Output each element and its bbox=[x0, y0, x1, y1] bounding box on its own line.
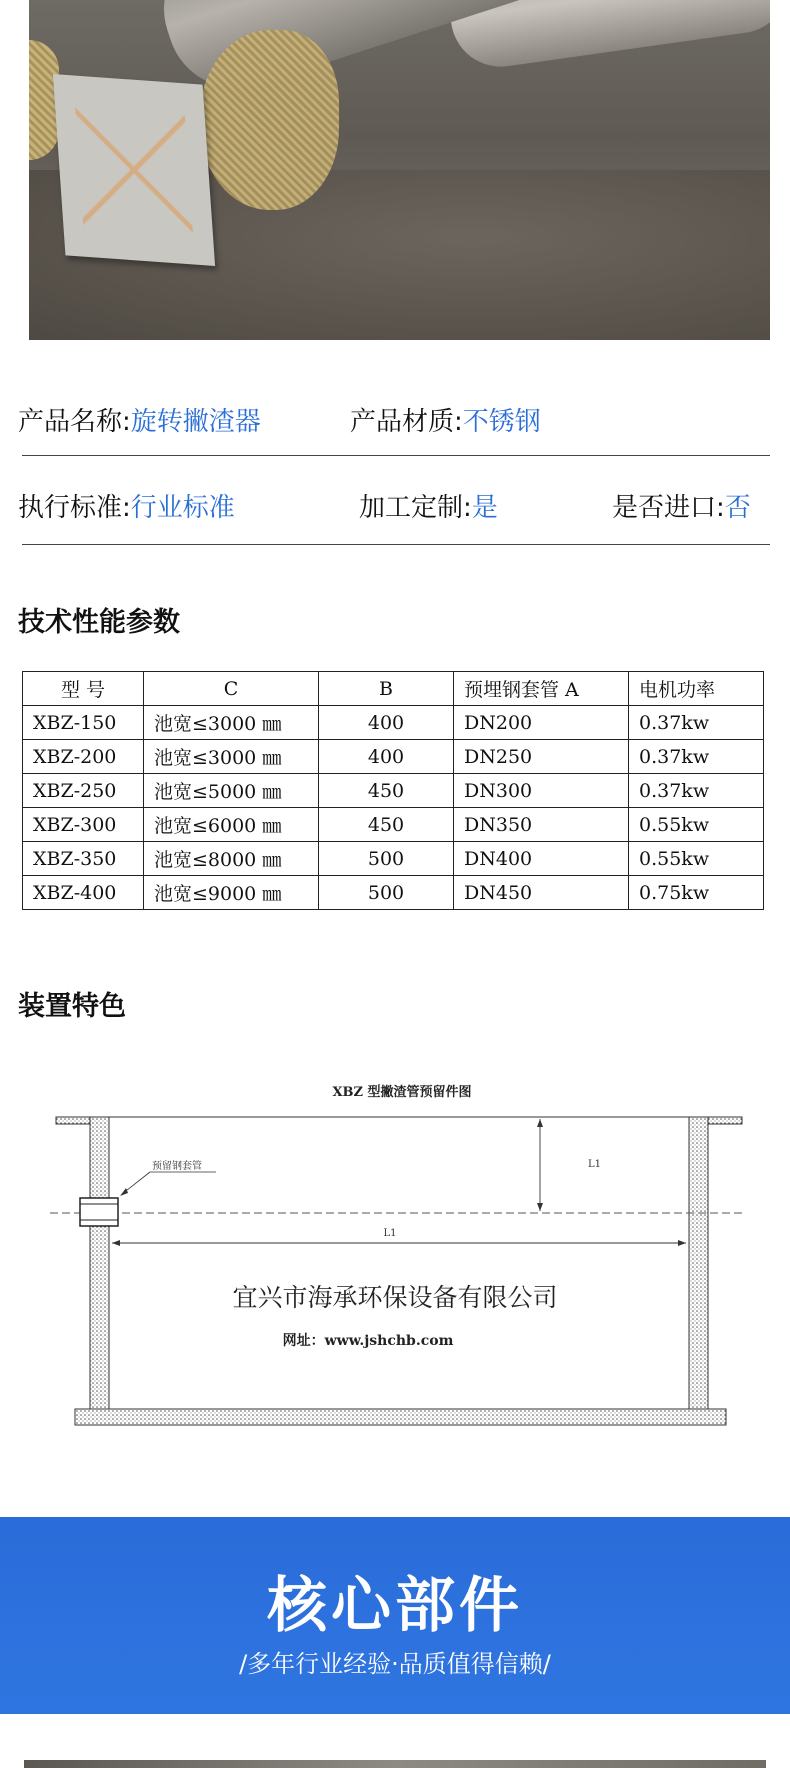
dim-arrow bbox=[537, 1203, 543, 1211]
custom-value: 是 bbox=[471, 493, 498, 523]
banner-subtitle: /多年行业经验·品质值得信赖/ bbox=[239, 1650, 551, 1678]
cell-b: 400 bbox=[319, 740, 454, 774]
cell-b: 500 bbox=[319, 876, 454, 910]
table-row bbox=[23, 808, 764, 842]
table-row bbox=[23, 876, 764, 910]
header-c: C bbox=[144, 672, 319, 706]
divider bbox=[22, 544, 770, 545]
table-row bbox=[23, 774, 764, 808]
execution-standard bbox=[18, 487, 235, 524]
cell-sleeve: DN400 bbox=[454, 842, 629, 876]
dim-arrow bbox=[112, 1240, 120, 1246]
cell-power: 0.37kw bbox=[629, 774, 764, 808]
table-row bbox=[23, 740, 764, 774]
cell-sleeve: DN200 bbox=[454, 706, 629, 740]
cell-sleeve: DN250 bbox=[454, 740, 629, 774]
left-wall bbox=[90, 1117, 109, 1409]
cell-model: XBZ-300 bbox=[23, 808, 144, 842]
horizontal-dim-label: L1 bbox=[383, 1228, 397, 1239]
table-row bbox=[23, 706, 764, 740]
cell-power: 0.55kw bbox=[629, 842, 764, 876]
installation-drawing bbox=[40, 1070, 755, 1435]
customization bbox=[359, 487, 498, 524]
sleeve-pipe bbox=[80, 1198, 118, 1226]
product-name bbox=[18, 401, 261, 438]
cell-b: 400 bbox=[319, 706, 454, 740]
cell-power: 0.55kw bbox=[629, 808, 764, 842]
import-value: 否 bbox=[724, 493, 751, 523]
standard-label: 执行标准: bbox=[18, 493, 131, 523]
table-header-row bbox=[23, 672, 764, 706]
company-name: 宜兴市海承环保设备有限公司 bbox=[232, 1283, 558, 1312]
cell-sleeve: DN350 bbox=[454, 808, 629, 842]
right-wall bbox=[689, 1117, 708, 1409]
cell-sleeve: DN300 bbox=[454, 774, 629, 808]
cell-c: 池宽≤3000 ㎜ bbox=[144, 706, 319, 740]
specs-table bbox=[22, 671, 764, 910]
header-model: 型 号 bbox=[23, 672, 144, 706]
dim-arrow bbox=[678, 1240, 686, 1246]
dim-arrow bbox=[537, 1119, 543, 1127]
cell-b: 450 bbox=[319, 808, 454, 842]
product-name-label: 产品名称: bbox=[18, 407, 131, 437]
cell-b: 450 bbox=[319, 774, 454, 808]
cell-c: 池宽≤3000 ㎜ bbox=[144, 740, 319, 774]
product-name-value: 旋转撇渣器 bbox=[130, 407, 261, 437]
info-row-1 bbox=[18, 401, 770, 441]
drawing-title: XBZ 型撇渣管预留件图 bbox=[332, 1085, 472, 1100]
product-material-label: 产品材质: bbox=[350, 407, 463, 437]
cell-c: 池宽≤8000 ㎜ bbox=[144, 842, 319, 876]
info-row-2 bbox=[18, 487, 770, 527]
next-product-photo bbox=[24, 1760, 766, 1768]
header-sleeve: 预埋钢套管 A bbox=[454, 672, 629, 706]
sleeve-label: 预留钢套管 bbox=[152, 1161, 202, 1172]
cell-c: 池宽≤9000 ㎜ bbox=[144, 876, 319, 910]
cell-power: 0.37kw bbox=[629, 706, 764, 740]
product-photo bbox=[29, 0, 770, 340]
cell-model: XBZ-200 bbox=[23, 740, 144, 774]
company-website: 网址：www.jshchb.com bbox=[282, 1333, 454, 1349]
header-b: B bbox=[319, 672, 454, 706]
photo-pipe-back bbox=[443, 0, 770, 73]
cell-model: XBZ-250 bbox=[23, 774, 144, 808]
divider bbox=[22, 455, 770, 456]
table-row bbox=[23, 842, 764, 876]
photo-burlap bbox=[199, 30, 339, 210]
sleeve-leader-arrow bbox=[120, 1188, 128, 1196]
cell-c: 池宽≤5000 ㎜ bbox=[144, 774, 319, 808]
cell-model: XBZ-350 bbox=[23, 842, 144, 876]
floor-slab bbox=[75, 1409, 726, 1425]
specs-title: 技术性能参数 bbox=[18, 607, 180, 638]
standard-value: 行业标准 bbox=[130, 493, 235, 523]
core-parts-banner bbox=[0, 1517, 790, 1714]
cell-sleeve: DN450 bbox=[454, 876, 629, 910]
features-title: 装置特色 bbox=[18, 991, 126, 1022]
imported bbox=[612, 487, 751, 524]
vertical-dim-label: L1 bbox=[588, 1159, 602, 1170]
cell-b: 500 bbox=[319, 842, 454, 876]
import-label: 是否进口: bbox=[612, 493, 725, 523]
photo-flange-plate bbox=[53, 74, 215, 266]
banner-title: 核心部件 bbox=[267, 1571, 523, 1641]
header-power: 电机功率 bbox=[629, 672, 764, 706]
cell-model: XBZ-150 bbox=[23, 706, 144, 740]
product-material-value: 不锈钢 bbox=[462, 407, 541, 437]
cell-power: 0.75kw bbox=[629, 876, 764, 910]
cell-power: 0.37kw bbox=[629, 740, 764, 774]
cell-model: XBZ-400 bbox=[23, 876, 144, 910]
cell-c: 池宽≤6000 ㎜ bbox=[144, 808, 319, 842]
custom-label: 加工定制: bbox=[359, 493, 472, 523]
product-material bbox=[350, 401, 541, 438]
